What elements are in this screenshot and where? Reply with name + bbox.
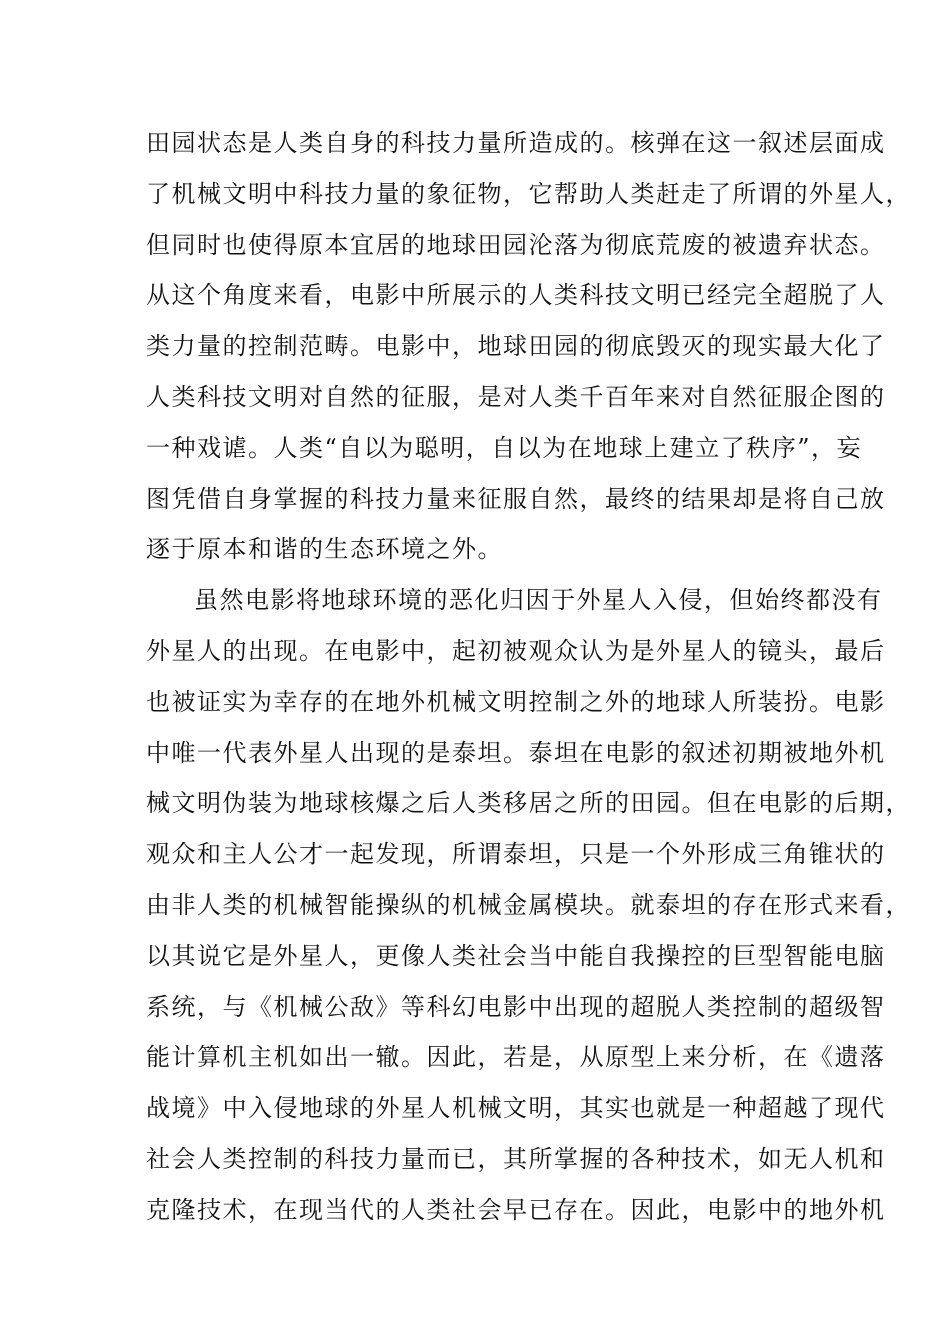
text-line: 系统，与《机械公敌》等科幻电影中出现的超脱人类控制的超级智 bbox=[146, 992, 886, 1021]
text-line: 人类科技文明对自然的征服，是对人类千百年来对自然征服企图的 bbox=[146, 382, 886, 411]
text-line: 由非人类的机械智能操纵的机械金属模块。就泰坦的存在形式来看， bbox=[146, 890, 911, 919]
text-line: 也被证实为幸存的在地外机械文明控制之外的地球人所装扮。电影 bbox=[146, 687, 886, 716]
text-line: 一种戏谑。人类“自以为聪明，自以为在地球上建立了秩序”，妄 bbox=[146, 433, 863, 462]
text-line: 械文明伪装为地球核爆之后人类移居之所的田园。但在电影的后期， bbox=[146, 789, 911, 818]
text-line: 田园状态是人类自身的科技力量所造成的。核弹在这一叙述层面成 bbox=[146, 129, 886, 157]
text-line: 外星人的出现。在电影中，起初被观众认为是外星人的镜头，最后 bbox=[146, 636, 886, 665]
text-line: 能计算机主机如出一辙。因此，若是，从原型上来分析，在《遗落 bbox=[146, 1043, 886, 1072]
text-line: 克隆技术，在现当代的人类社会早已存在。因此，电影中的地外机 bbox=[146, 1195, 886, 1224]
text-line: 逐于原本和谐的生态环境之外。 bbox=[146, 535, 503, 564]
text-line: 了机械文明中科技力量的象征物，它帮助人类赶走了所谓的外星人， bbox=[146, 179, 911, 208]
text-line: 观众和主人公才一起发现，所谓泰坦，只是一个外形成三角锥状的 bbox=[146, 840, 886, 869]
text-line: 类力量的控制范畴。电影中，地球田园的彻底毁灭的现实最大化了 bbox=[146, 332, 886, 361]
text-line: 图凭借自身掌握的科技力量来征服自然，最终的结果却是将自己放 bbox=[146, 484, 886, 513]
body-text bbox=[146, 118, 911, 1236]
text-line: 以其说它是外星人，更像人类社会当中能自我操控的巨型智能电脑 bbox=[146, 941, 886, 970]
text-line: 中唯一代表外星人出现的是泰坦。泰坦在电影的叙述初期被地外机 bbox=[146, 738, 886, 767]
paragraph-start-line: 虽然电影将地球环境的恶化归因于外星人入侵，但始终都没有 bbox=[194, 586, 883, 615]
text-line: 战境》中入侵地球的外星人机械文明，其实也就是一种超越了现代 bbox=[146, 1094, 886, 1123]
text-line: 从这个角度来看，电影中所展示的人类科技文明已经完全超脱了人 bbox=[146, 281, 886, 310]
text-line: 社会人类控制的科技力量而已，其所掌握的各种技术，如无人机和 bbox=[146, 1144, 886, 1173]
text-line: 但同时也使得原本宜居的地球田园沦落为彻底荒废的被遗弃状态。 bbox=[146, 230, 886, 259]
